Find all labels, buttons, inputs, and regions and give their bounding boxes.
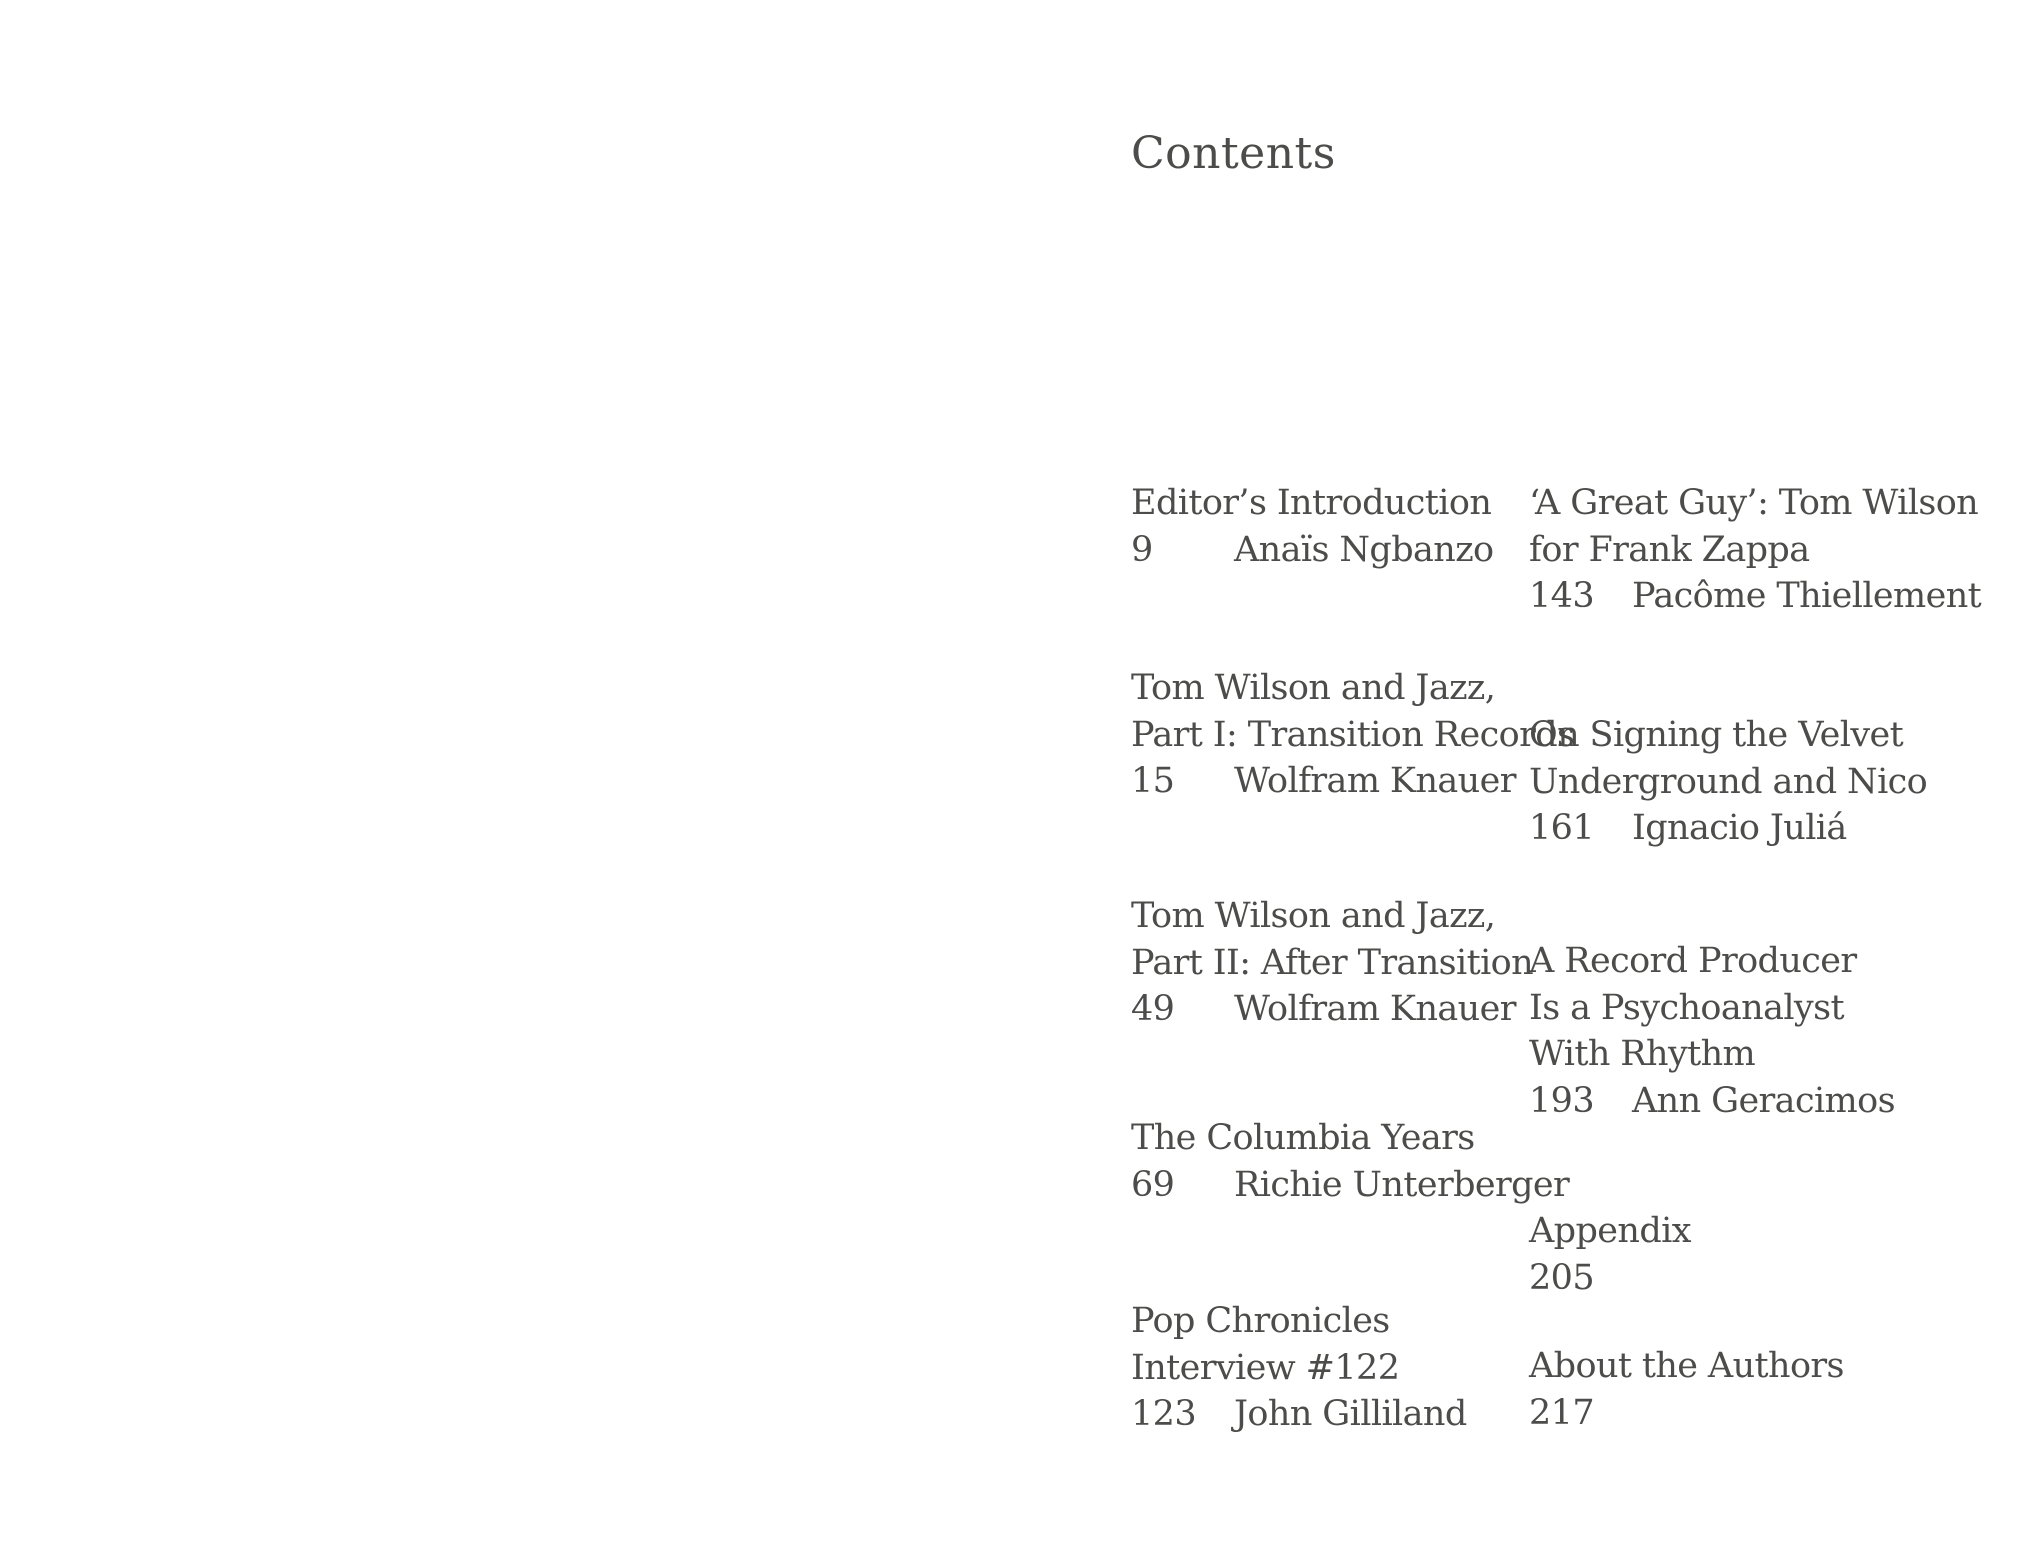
entry-title-line: Pop Chronicles — [1131, 1301, 1390, 1341]
entry-title-line: Tom Wilson and Jazz, — [1131, 896, 1496, 936]
page-number: 193 — [1529, 1080, 1595, 1121]
author-name: John Gilliland — [1234, 1394, 1467, 1434]
entry-title-line: Tom Wilson and Jazz, — [1131, 668, 1496, 708]
toc-entry-record-producer-psychoanalyst — [1529, 938, 1895, 1124]
author-name: Pacôme Thiellement — [1632, 576, 1982, 616]
page-number: 161 — [1529, 808, 1595, 848]
page-title: Contents — [1131, 128, 1336, 179]
page-number: 143 — [1529, 576, 1595, 616]
entry-title-line: Editor’s Introduction — [1131, 483, 1492, 523]
author-name: Wolfram Knauer — [1234, 761, 1516, 801]
entry-meta-line — [1529, 1078, 1895, 1125]
entry-meta-line — [1529, 1255, 1691, 1302]
entry-meta-line — [1131, 758, 1574, 805]
entry-title-line: Interview #122 — [1131, 1347, 1400, 1388]
entry-meta-line — [1529, 573, 1981, 620]
entry-meta-line — [1131, 527, 1494, 574]
page-number: 15 — [1131, 761, 1175, 801]
author-name: Richie Unterberger — [1234, 1164, 1570, 1205]
toc-entry-editors-introduction — [1131, 480, 1494, 573]
author-name: Wolfram Knauer — [1234, 989, 1516, 1029]
toc-entry-signing-velvet-underground — [1529, 712, 1927, 852]
page-number: 69 — [1131, 1164, 1175, 1205]
entry-meta-line — [1131, 986, 1533, 1033]
entry-title-line: Part II: After Transition — [1131, 942, 1534, 983]
entry-title-line: The Columbia Years — [1131, 1118, 1475, 1158]
entry-meta-line — [1131, 1162, 1569, 1209]
author-name: Ann Geracimos — [1632, 1080, 1895, 1121]
entry-meta-line — [1529, 1390, 1844, 1437]
page-number: 123 — [1131, 1394, 1197, 1434]
toc-entry-tom-wilson-jazz-part-1 — [1131, 665, 1574, 805]
entry-title-line: Appendix — [1529, 1211, 1691, 1251]
entry-meta-line — [1131, 1391, 1467, 1438]
toc-entry-tom-wilson-jazz-part-2 — [1131, 893, 1533, 1033]
page-number: 9 — [1131, 529, 1153, 570]
entry-title-line: Underground and Nico — [1529, 761, 1928, 802]
page-number: 217 — [1529, 1392, 1595, 1433]
toc-entry-columbia-years — [1131, 1115, 1569, 1208]
page-number: 205 — [1529, 1257, 1595, 1298]
author-name: Anaïs Ngbanzo — [1234, 529, 1494, 570]
entry-title-line: With Rhythm — [1529, 1034, 1756, 1074]
page-number: 49 — [1131, 989, 1175, 1029]
toc-entry-appendix — [1529, 1208, 1691, 1301]
entry-meta-line — [1529, 805, 1927, 852]
entry-title-line: Is a Psychoanalyst — [1529, 987, 1844, 1028]
entry-title-line: A Record Producer — [1529, 941, 1857, 981]
toc-entry-great-guy-zappa — [1529, 480, 1981, 620]
author-name: Ignacio Juliá — [1632, 808, 1847, 848]
toc-entry-about-the-authors — [1529, 1343, 1844, 1436]
entry-title-line: ‘A Great Guy’: Tom Wilson — [1529, 483, 1979, 523]
toc-entry-pop-chronicles — [1131, 1298, 1467, 1438]
entry-title-line: Part I: Transition Records — [1131, 714, 1575, 755]
entry-title-line: About the Authors — [1529, 1346, 1844, 1386]
entry-title-line: for Frank Zappa — [1529, 529, 1810, 570]
entry-title-line: On Signing the Velvet — [1529, 715, 1904, 755]
